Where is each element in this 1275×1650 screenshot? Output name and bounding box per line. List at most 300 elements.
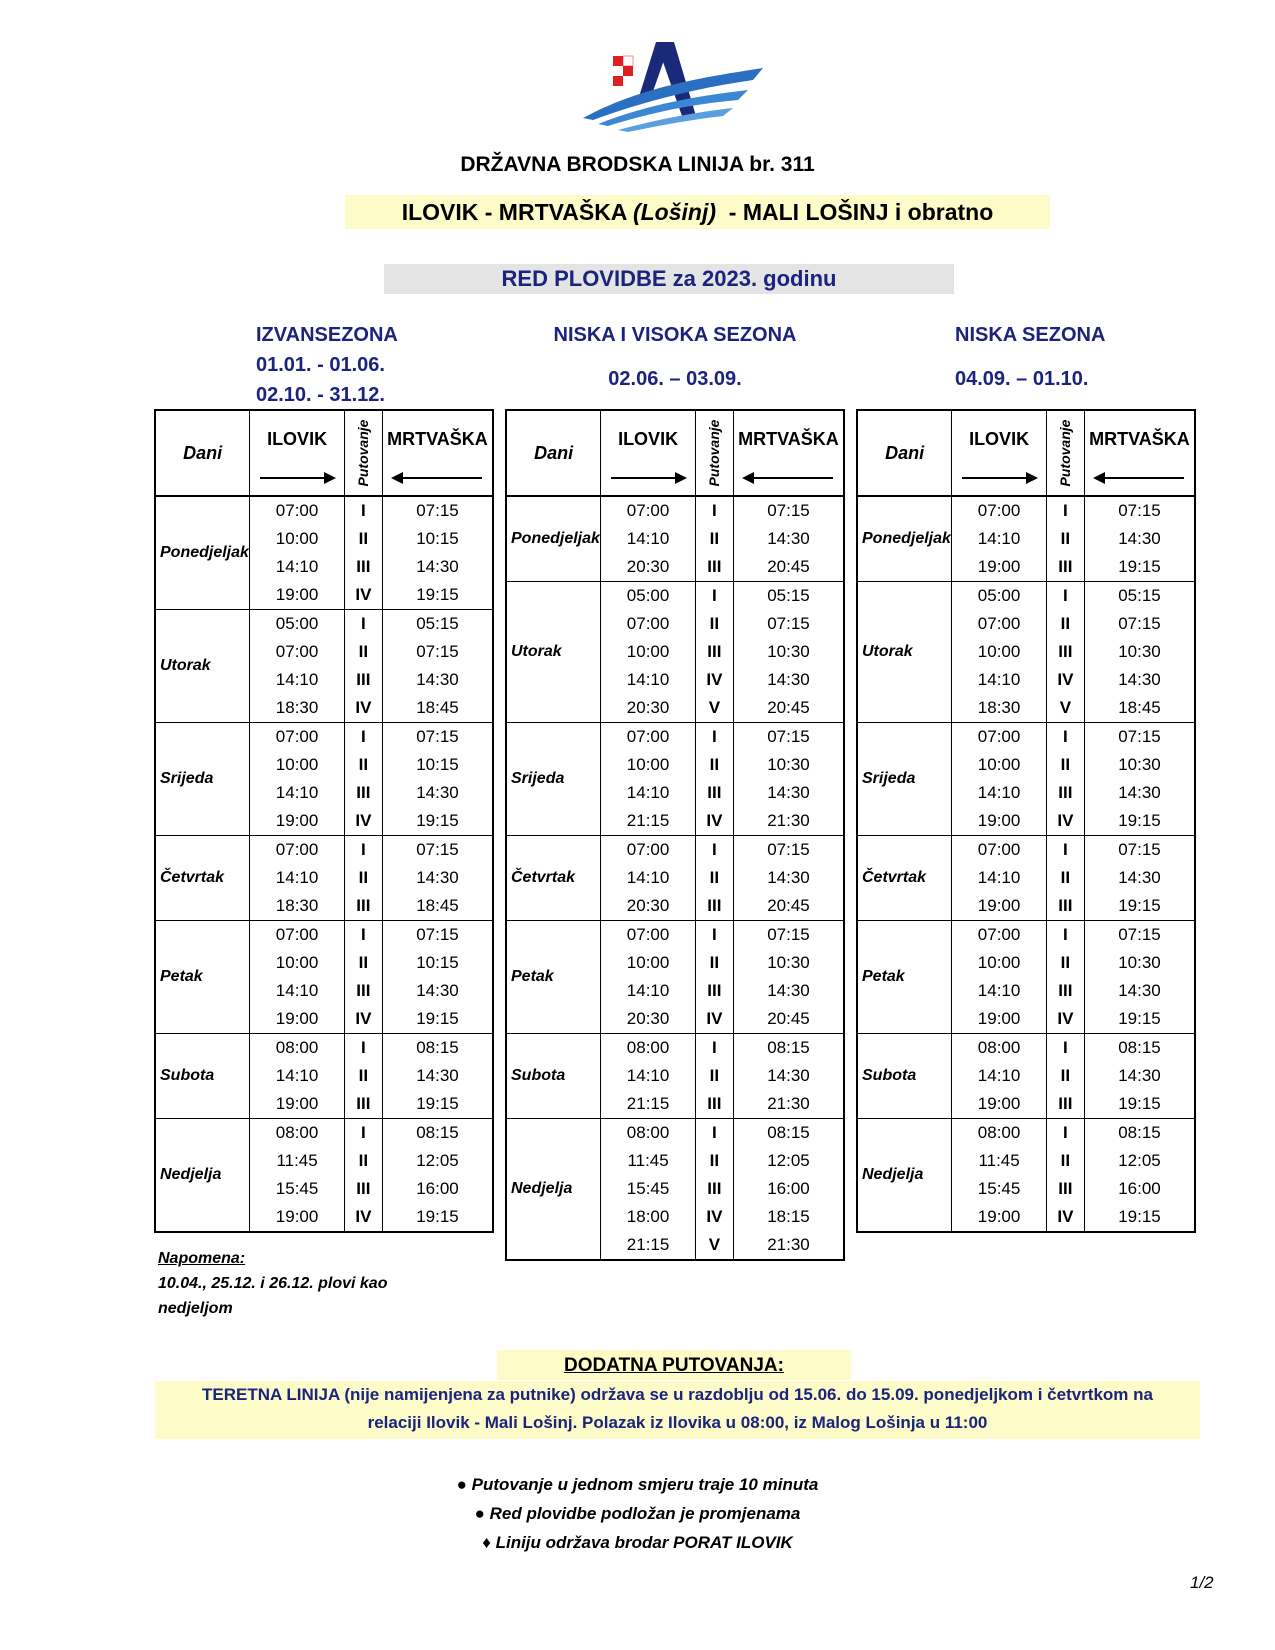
departure-mrtvaska: 07:15 <box>733 723 844 752</box>
table-row <box>155 610 493 639</box>
header-row <box>506 410 844 496</box>
departure-mrtvaska: 10:15 <box>382 949 493 977</box>
timetable-2 <box>856 409 1196 1233</box>
departure-ilovik: 15:45 <box>952 1175 1046 1203</box>
route-part-b: - MALI LOŠINJ i obratno <box>716 199 994 225</box>
footnote: ♦ Liniju održava brodar PORAT ILOVIK <box>482 1533 793 1552</box>
departure-ilovik: 19:00 <box>952 1005 1046 1034</box>
departure-mrtvaska: 07:15 <box>382 496 493 525</box>
departure-ilovik: 07:00 <box>250 836 344 865</box>
day-cell: Ponedjeljak <box>506 496 601 582</box>
trip-number: V <box>695 1231 733 1260</box>
route-part-a: ILOVIK - MRTVAŠKA <box>401 199 633 225</box>
departure-mrtvaska: 14:30 <box>733 864 844 892</box>
departure-ilovik: 07:00 <box>250 638 344 666</box>
trip-number: III <box>344 1175 382 1203</box>
departure-mrtvaska: 07:15 <box>382 921 493 950</box>
table-row <box>506 1034 844 1063</box>
arrow-right-icon <box>260 477 333 479</box>
footnote: ● Red plovidbe podložan je promjenama <box>474 1504 801 1523</box>
departure-ilovik: 05:00 <box>952 582 1046 611</box>
departure-ilovik: 14:10 <box>601 977 695 1005</box>
additional-line: TERETNA LINIJA (nije namijenjena za putnike) održava se u razdoblju od 15.06. do 15.09. ponedjeljkom i četvrtkom na <box>202 1385 1153 1404</box>
departure-mrtvaska: 07:15 <box>382 723 493 752</box>
table-row <box>857 723 1195 752</box>
trip-number: II <box>344 1147 382 1175</box>
day-cell: Subota <box>506 1034 601 1119</box>
trip-number: III <box>1046 638 1084 666</box>
trip-number: II <box>1046 1147 1084 1175</box>
trip-number: I <box>1046 1119 1084 1148</box>
season-period: 02.10. - 31.12. <box>256 384 385 406</box>
trip-number: IV <box>344 694 382 723</box>
trip-number: IV <box>344 807 382 836</box>
departure-ilovik: 21:15 <box>601 1231 695 1260</box>
departure-mrtvaska: 21:30 <box>733 1090 844 1119</box>
departure-ilovik: 20:30 <box>601 553 695 582</box>
departure-ilovik: 19:00 <box>952 892 1046 921</box>
departure-mrtvaska: 14:30 <box>733 525 844 553</box>
departure-ilovik: 21:15 <box>601 807 695 836</box>
departure-mrtvaska: 19:15 <box>382 807 493 836</box>
season-header-0 <box>256 320 398 410</box>
departure-ilovik: 19:00 <box>250 581 344 610</box>
arrow-left-icon <box>393 477 482 479</box>
departure-ilovik: 14:10 <box>601 779 695 807</box>
departure-ilovik: 14:10 <box>952 977 1046 1005</box>
line-title: DRŽAVNA BRODSKA LINIJA br. 311 <box>460 153 815 176</box>
departure-mrtvaska: 07:15 <box>1084 610 1195 638</box>
departure-mrtvaska: 07:15 <box>382 638 493 666</box>
departure-ilovik: 05:00 <box>250 610 344 639</box>
season-period: 02.06. – 03.09. <box>608 368 742 390</box>
trip-number: III <box>344 666 382 694</box>
departure-ilovik: 08:00 <box>250 1119 344 1148</box>
departure-mrtvaska: 07:15 <box>733 836 844 865</box>
departure-ilovik: 14:10 <box>250 864 344 892</box>
note <box>158 1246 387 1321</box>
trip-number: I <box>695 836 733 865</box>
departure-ilovik: 14:10 <box>952 864 1046 892</box>
departure-mrtvaska: 16:00 <box>1084 1175 1195 1203</box>
table-row <box>155 1034 493 1063</box>
departure-ilovik: 07:00 <box>601 836 695 865</box>
departure-ilovik: 07:00 <box>601 496 695 525</box>
arrow-right-icon <box>611 477 684 479</box>
departure-mrtvaska: 10:30 <box>733 638 844 666</box>
departure-mrtvaska: 10:15 <box>382 751 493 779</box>
trip-number: I <box>1046 921 1084 950</box>
table-row <box>857 582 1195 611</box>
departure-ilovik: 14:10 <box>250 779 344 807</box>
departure-ilovik: 10:00 <box>952 949 1046 977</box>
departure-ilovik: 20:30 <box>601 694 695 723</box>
season-name: NISKA SEZONA <box>955 324 1106 346</box>
table-row <box>506 496 844 525</box>
departure-mrtvaska: 19:15 <box>1084 892 1195 921</box>
footnotes <box>0 1470 1275 1557</box>
day-cell: Petak <box>155 921 250 1034</box>
day-cell: Četvrtak <box>506 836 601 921</box>
col-header-trip <box>695 410 733 496</box>
col-header-to <box>1084 410 1195 496</box>
trip-number: IV <box>695 1203 733 1231</box>
departure-ilovik: 19:00 <box>952 1203 1046 1232</box>
departure-mrtvaska: 19:15 <box>382 581 493 610</box>
departure-ilovik: 05:00 <box>601 582 695 611</box>
departure-ilovik: 07:00 <box>952 610 1046 638</box>
departure-ilovik: 08:00 <box>952 1034 1046 1063</box>
trip-number: IV <box>344 581 382 610</box>
departure-ilovik: 20:30 <box>601 892 695 921</box>
departure-mrtvaska: 14:30 <box>733 977 844 1005</box>
trip-number: II <box>344 525 382 553</box>
departure-mrtvaska: 08:15 <box>1084 1119 1195 1148</box>
trip-number: IV <box>344 1203 382 1232</box>
col-header-from <box>601 410 695 496</box>
trip-number: I <box>695 921 733 950</box>
col-header-trip <box>1046 410 1084 496</box>
trip-number: I <box>695 1119 733 1148</box>
table-row <box>155 836 493 865</box>
trip-number: III <box>695 779 733 807</box>
ferry-logo-icon <box>578 38 778 138</box>
departure-mrtvaska: 07:15 <box>382 836 493 865</box>
trip-number: II <box>695 1147 733 1175</box>
from-label: ILOVIK <box>267 429 328 449</box>
departure-mrtvaska: 20:45 <box>733 694 844 723</box>
trip-number: II <box>695 751 733 779</box>
season-period: 04.09. – 01.10. <box>955 368 1089 390</box>
trip-number: I <box>695 1034 733 1063</box>
departure-ilovik: 14:10 <box>601 864 695 892</box>
departure-ilovik: 10:00 <box>601 751 695 779</box>
trip-number: I <box>1046 836 1084 865</box>
header-row <box>857 410 1195 496</box>
departure-mrtvaska: 14:30 <box>733 666 844 694</box>
to-label: MRTVAŠKA <box>387 429 488 449</box>
trip-label: Putovanje <box>355 419 372 487</box>
departure-mrtvaska: 14:30 <box>382 666 493 694</box>
trip-number: IV <box>1046 1203 1084 1232</box>
trip-number: III <box>1046 1090 1084 1119</box>
trip-number: II <box>695 949 733 977</box>
trip-number: II <box>695 610 733 638</box>
table-row <box>506 723 844 752</box>
arrow-right-icon <box>962 477 1035 479</box>
trip-number: III <box>1046 1175 1084 1203</box>
departure-mrtvaska: 07:15 <box>1084 723 1195 752</box>
from-label: ILOVIK <box>969 429 1030 449</box>
header-row <box>155 410 493 496</box>
departure-ilovik: 18:30 <box>250 892 344 921</box>
departure-ilovik: 14:10 <box>250 1062 344 1090</box>
day-cell: Nedjelja <box>857 1119 952 1233</box>
table-row <box>155 496 493 525</box>
additional-text <box>155 1381 1200 1439</box>
departure-ilovik: 19:00 <box>250 807 344 836</box>
note-label: Napomena: <box>158 1250 246 1267</box>
table-row <box>506 1119 844 1148</box>
table-row <box>857 1034 1195 1063</box>
arrow-left-icon <box>744 477 833 479</box>
trip-number: I <box>344 921 382 950</box>
departure-mrtvaska: 10:30 <box>733 751 844 779</box>
departure-ilovik: 07:00 <box>601 921 695 950</box>
trip-number: I <box>344 610 382 639</box>
departure-mrtvaska: 19:15 <box>1084 553 1195 582</box>
day-cell: Subota <box>155 1034 250 1119</box>
departure-mrtvaska: 16:00 <box>733 1175 844 1203</box>
departure-mrtvaska: 08:15 <box>1084 1034 1195 1063</box>
departure-mrtvaska: 10:30 <box>1084 751 1195 779</box>
note-line: 10.04., 25.12. i 26.12. plovi kao <box>158 1275 388 1292</box>
col-header-day: Dani <box>506 410 601 496</box>
departure-ilovik: 10:00 <box>952 751 1046 779</box>
trip-number: I <box>344 496 382 525</box>
col-header-to <box>733 410 844 496</box>
departure-ilovik: 07:00 <box>250 921 344 950</box>
departure-mrtvaska: 19:15 <box>1084 1005 1195 1034</box>
table-row <box>857 496 1195 525</box>
departure-mrtvaska: 07:15 <box>1084 836 1195 865</box>
trip-number: III <box>344 1090 382 1119</box>
departure-ilovik: 14:10 <box>952 779 1046 807</box>
arrow-left-icon <box>1095 477 1184 479</box>
day-cell: Srijeda <box>857 723 952 836</box>
to-label: MRTVAŠKA <box>738 429 839 449</box>
departure-mrtvaska: 10:15 <box>382 525 493 553</box>
trip-number: III <box>1046 553 1084 582</box>
departure-mrtvaska: 12:05 <box>382 1147 493 1175</box>
trip-label: Putovanje <box>706 419 723 487</box>
departure-mrtvaska: 12:05 <box>733 1147 844 1175</box>
departure-mrtvaska: 14:30 <box>1084 977 1195 1005</box>
trip-number: II <box>1046 864 1084 892</box>
table-row <box>155 723 493 752</box>
departure-ilovik: 14:10 <box>250 977 344 1005</box>
departure-ilovik: 10:00 <box>601 638 695 666</box>
trip-number: III <box>1046 779 1084 807</box>
departure-mrtvaska: 10:30 <box>733 949 844 977</box>
departure-mrtvaska: 14:30 <box>1084 1062 1195 1090</box>
departure-ilovik: 11:45 <box>250 1147 344 1175</box>
departure-ilovik: 07:00 <box>952 496 1046 525</box>
departure-mrtvaska: 14:30 <box>1084 525 1195 553</box>
departure-mrtvaska: 14:30 <box>733 1062 844 1090</box>
trip-number: III <box>695 1175 733 1203</box>
day-cell: Utorak <box>857 582 952 723</box>
col-header-day: Dani <box>857 410 952 496</box>
day-cell: Utorak <box>506 582 601 723</box>
departure-ilovik: 14:10 <box>250 553 344 581</box>
departure-mrtvaska: 19:15 <box>382 1203 493 1232</box>
departure-ilovik: 20:30 <box>601 1005 695 1034</box>
departure-ilovik: 18:30 <box>952 694 1046 723</box>
trip-number: I <box>344 836 382 865</box>
departure-ilovik: 07:00 <box>250 496 344 525</box>
departure-ilovik: 07:00 <box>952 921 1046 950</box>
from-label: ILOVIK <box>618 429 679 449</box>
departure-mrtvaska: 21:30 <box>733 807 844 836</box>
trip-number: III <box>695 638 733 666</box>
departure-mrtvaska: 18:45 <box>382 694 493 723</box>
additional-line: relaciji Ilovik - Mali Lošinj. Polazak iz Ilovika u 08:00, iz Malog Lošinja u 11:00 <box>367 1413 988 1432</box>
departure-ilovik: 19:00 <box>952 553 1046 582</box>
season-name: NISKA I VISOKA SEZONA <box>553 324 797 346</box>
departure-mrtvaska: 07:15 <box>733 496 844 525</box>
departure-ilovik: 15:45 <box>250 1175 344 1203</box>
departure-mrtvaska: 19:15 <box>382 1090 493 1119</box>
trip-number: III <box>1046 977 1084 1005</box>
season-header-2 <box>955 320 1105 394</box>
departure-mrtvaska: 07:15 <box>733 610 844 638</box>
day-cell: Nedjelja <box>506 1119 601 1261</box>
departure-mrtvaska: 12:05 <box>1084 1147 1195 1175</box>
departure-ilovik: 11:45 <box>952 1147 1046 1175</box>
departure-ilovik: 14:10 <box>952 1062 1046 1090</box>
trip-number: III <box>695 553 733 582</box>
trip-number: IV <box>695 666 733 694</box>
trip-number: II <box>1046 610 1084 638</box>
col-header-trip <box>344 410 382 496</box>
table-row <box>857 1119 1195 1148</box>
trip-number: I <box>1046 496 1084 525</box>
departure-mrtvaska: 14:30 <box>382 779 493 807</box>
departure-mrtvaska: 07:15 <box>733 921 844 950</box>
departure-ilovik: 07:00 <box>601 610 695 638</box>
departure-ilovik: 14:10 <box>601 666 695 694</box>
trip-number: I <box>695 496 733 525</box>
trip-number: I <box>695 582 733 611</box>
trip-number: I <box>1046 723 1084 752</box>
departure-mrtvaska: 14:30 <box>733 779 844 807</box>
col-header-to <box>382 410 493 496</box>
trip-number: II <box>344 638 382 666</box>
col-header-day: Dani <box>155 410 250 496</box>
departure-mrtvaska: 14:30 <box>1084 864 1195 892</box>
trip-label: Putovanje <box>1057 419 1074 487</box>
season-header-1 <box>505 320 845 394</box>
timetable-1 <box>505 409 845 1261</box>
trip-number: III <box>344 892 382 921</box>
day-cell: Petak <box>857 921 952 1034</box>
trip-number: III <box>344 977 382 1005</box>
departure-mrtvaska: 14:30 <box>1084 779 1195 807</box>
trip-number: III <box>695 977 733 1005</box>
trip-number: III <box>695 892 733 921</box>
departure-mrtvaska: 20:45 <box>733 553 844 582</box>
departure-ilovik: 19:00 <box>250 1005 344 1034</box>
trip-number: III <box>344 779 382 807</box>
trip-number: II <box>344 949 382 977</box>
departure-mrtvaska: 19:15 <box>1084 807 1195 836</box>
trip-number: III <box>344 553 382 581</box>
day-cell: Četvrtak <box>155 836 250 921</box>
departure-mrtvaska: 08:15 <box>733 1034 844 1063</box>
route-banner <box>345 195 1050 229</box>
trip-number: II <box>344 751 382 779</box>
departure-mrtvaska: 14:30 <box>382 553 493 581</box>
departure-ilovik: 19:00 <box>952 807 1046 836</box>
trip-number: III <box>695 1090 733 1119</box>
trip-number: IV <box>1046 807 1084 836</box>
table-row <box>506 921 844 950</box>
trip-number: I <box>695 723 733 752</box>
trip-number: IV <box>1046 666 1084 694</box>
departure-mrtvaska: 18:45 <box>382 892 493 921</box>
departure-ilovik: 10:00 <box>601 949 695 977</box>
departure-mrtvaska: 07:15 <box>1084 496 1195 525</box>
trip-number: II <box>344 864 382 892</box>
departure-ilovik: 07:00 <box>952 723 1046 752</box>
departure-ilovik: 08:00 <box>952 1119 1046 1148</box>
departure-mrtvaska: 08:15 <box>382 1034 493 1063</box>
day-cell: Srijeda <box>155 723 250 836</box>
table-row <box>506 836 844 865</box>
departure-ilovik: 19:00 <box>250 1203 344 1232</box>
departure-mrtvaska: 18:15 <box>733 1203 844 1231</box>
departure-ilovik: 18:30 <box>250 694 344 723</box>
departure-ilovik: 11:45 <box>601 1147 695 1175</box>
page-number: 1/2 <box>1190 1573 1214 1592</box>
departure-mrtvaska: 08:15 <box>733 1119 844 1148</box>
departure-ilovik: 18:00 <box>601 1203 695 1231</box>
departure-ilovik: 14:10 <box>250 666 344 694</box>
day-cell: Subota <box>857 1034 952 1119</box>
season-period: 01.01. - 01.06. <box>256 354 385 376</box>
departure-ilovik: 15:45 <box>601 1175 695 1203</box>
timetable-0 <box>154 409 494 1233</box>
departure-ilovik: 14:10 <box>601 525 695 553</box>
day-cell: Utorak <box>155 610 250 723</box>
schedule-title: RED PLOVIDBE za 2023. godinu <box>384 264 954 294</box>
departure-ilovik: 19:00 <box>952 1090 1046 1119</box>
trip-number: IV <box>344 1005 382 1034</box>
departure-mrtvaska: 20:45 <box>733 892 844 921</box>
footnote: ● Putovanje u jednom smjeru traje 10 minuta <box>456 1475 819 1494</box>
departure-ilovik: 14:10 <box>952 525 1046 553</box>
trip-number: I <box>344 723 382 752</box>
day-cell: Četvrtak <box>857 836 952 921</box>
trip-number: I <box>1046 1034 1084 1063</box>
departure-mrtvaska: 10:30 <box>1084 638 1195 666</box>
trip-number: V <box>695 694 733 723</box>
day-cell: Ponedjeljak <box>155 496 250 610</box>
trip-number: III <box>1046 892 1084 921</box>
departure-mrtvaska: 14:30 <box>382 864 493 892</box>
table-row <box>155 1119 493 1148</box>
col-header-from <box>952 410 1046 496</box>
departure-ilovik: 14:10 <box>601 1062 695 1090</box>
departure-ilovik: 10:00 <box>250 751 344 779</box>
departure-ilovik: 21:15 <box>601 1090 695 1119</box>
departure-mrtvaska: 21:30 <box>733 1231 844 1260</box>
departure-mrtvaska: 16:00 <box>382 1175 493 1203</box>
departure-ilovik: 19:00 <box>250 1090 344 1119</box>
day-cell: Srijeda <box>506 723 601 836</box>
departure-mrtvaska: 18:45 <box>1084 694 1195 723</box>
departure-ilovik: 10:00 <box>250 949 344 977</box>
trip-number: II <box>695 1062 733 1090</box>
departure-ilovik: 07:00 <box>601 723 695 752</box>
departure-ilovik: 08:00 <box>601 1034 695 1063</box>
table-row <box>857 921 1195 950</box>
trip-number: II <box>1046 751 1084 779</box>
note-line: nedjeljom <box>158 1300 233 1317</box>
departure-ilovik: 08:00 <box>250 1034 344 1063</box>
trip-number: I <box>1046 582 1084 611</box>
